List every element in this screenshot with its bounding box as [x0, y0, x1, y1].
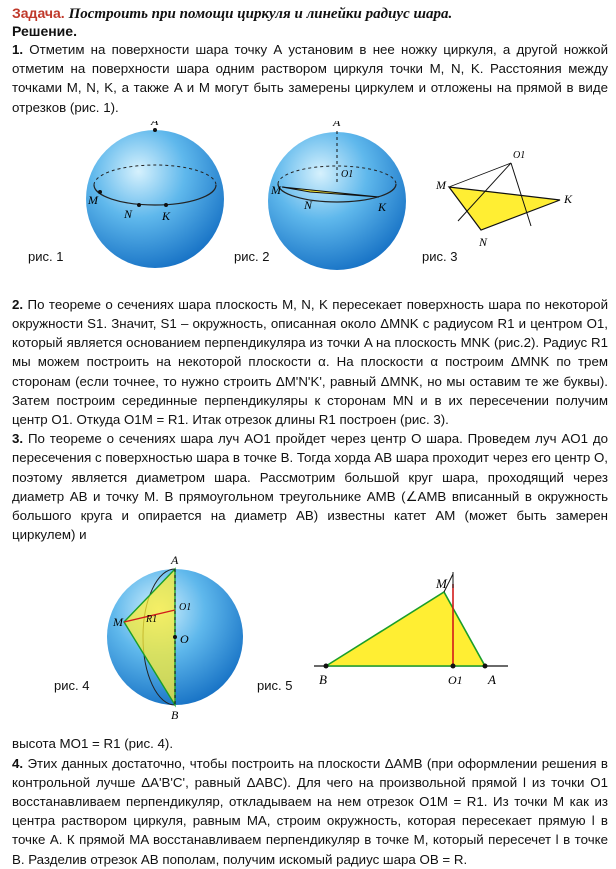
label-a-4: A [171, 553, 179, 568]
paragraph-4 [12, 754, 608, 869]
point-o1-5 [451, 664, 456, 669]
label-a-2: A [333, 120, 341, 129]
paragraph-2 [12, 295, 608, 429]
page [12, 4, 608, 869]
label-n-1: N [124, 206, 133, 221]
label-m-5: M [436, 576, 447, 592]
caption-fig-3: рис. 3 [422, 248, 458, 264]
paragraph-1-number: 1. [12, 42, 24, 57]
label-o1-3: O1 [513, 149, 526, 161]
figures-top-svg [12, 121, 608, 293]
label-o1-4: O1 [179, 602, 192, 614]
paragraph-4-text: Этих данных достаточно, чтобы построить на плоскости ΔAMB (при оформлении решения в контрольной лучше ΔA'B'C', равный ΔABC). Для чего на произвольной прямой l из точки O1 восстанавливаем перпендикуляр, откладываем на нем отрезок O1M = R1. Из точки M как из центра раствором циркуля, равным MA, строим окружность, которая пересекает прямую l в точке A. К прямой MA восстанавливаем перпендикуляр в точке M, который пересечет l в точке B. Разделив отрезок AB пополам, получим искомый радиус шара OB = R. [12, 755, 608, 867]
caption-fig-2: рис. 2 [234, 248, 270, 264]
label-a-5: A [488, 672, 496, 688]
point-o-4 [173, 635, 177, 639]
figures-top [12, 121, 608, 293]
point-a-1 [153, 128, 157, 132]
label-m-2: M [271, 182, 281, 197]
label-m-1: M [88, 192, 98, 207]
label-n-2: N [304, 197, 313, 212]
label-b-4: B [171, 708, 179, 723]
paragraph-3-number: 3. [12, 431, 24, 447]
radius-o1m [449, 163, 511, 187]
label-k-3: K [564, 191, 573, 206]
triangle-mnk-3 [449, 187, 560, 230]
label-m-4: M [113, 615, 123, 630]
figure-5 [314, 572, 508, 687]
figures-bottom-svg [12, 544, 608, 734]
label-o1-5: O1 [448, 673, 463, 688]
paragraph-2-text: По теореме о сечениях шара плоскость M, N, K пересекает поверхность шара по некоторой окружности S1. Значит, S1 – окружность, описанная около ΔMNK с радиусом R1 и центром O1, который является основанием перпендикуляра из точки A на плоскость MNK (рис.2). Радиус R1 мы можем построить на некоторой плоскости α. На плоскости α построим ΔMNK по трем сторонам (если точнее, то нужно строить ΔM'N'K', равный ΔMNK, но мы оставим те же буквы). Затем построим серединные перпендикуляры к сторонам MN и в их пересечении получим центр O1. Откуда O1M = R1. Итак отрезок длины R1 построен (рис. 3). [12, 296, 608, 428]
point-n-1 [137, 203, 141, 207]
task-heading [12, 4, 608, 23]
label-o-4: O [180, 632, 189, 647]
label-k-2: K [378, 199, 387, 214]
label-r1-4: R1 [146, 614, 158, 626]
point-b-5 [324, 664, 329, 669]
triangle-amb-5 [326, 592, 485, 666]
paragraph-2-number: 2. [12, 296, 24, 312]
figure-4 [107, 553, 243, 722]
paragraph-3 [12, 429, 608, 544]
label-o1-2: O1 [341, 168, 354, 180]
figure-3 [435, 150, 573, 249]
caption-fig-4: рис. 4 [54, 678, 90, 694]
task-title: Построить при помощи циркуля и линейки радиус шара. [68, 6, 453, 22]
label-n-3: N [479, 234, 488, 249]
paragraph-1 [12, 40, 608, 117]
paragraph-3-text: По теореме о сечениях шара луч AO1 пройдет через центр O шара. Проведем луч AO1 до пересечения с поверхностью шара в точке B. Тогда хорда AB шара проходит через его центр O, поэтому является диаметром шара. Рассмотрим большой круг шара, проходящий через диаметр AB и точку M. В прямоугольном треугольнике AMB (∠AMB вписанный в окружность большого круга и опирается на диаметр AB) известны катет AM (может быть замерен циркулем) и [12, 431, 608, 543]
caption-fig-5: рис. 5 [257, 678, 293, 694]
figure-2 [268, 121, 406, 270]
point-m-1 [98, 190, 102, 194]
label-b-5: B [319, 672, 327, 688]
caption-fig-1: рис. 1 [28, 248, 64, 264]
sphere-1 [86, 130, 224, 268]
label-a-1: A [151, 120, 159, 128]
figures-bottom [12, 544, 608, 734]
label-m-3: M [436, 177, 446, 192]
label-k-1: K [162, 208, 171, 223]
paragraph-4-number: 4. [12, 755, 24, 771]
task-tag: Задача. [12, 5, 65, 21]
paragraph-3-end: высота MO1 = R1 (рис. 4). [12, 736, 174, 752]
point-k-1 [164, 203, 168, 207]
solution-label: Решение. [12, 23, 77, 39]
point-a-5 [483, 664, 488, 669]
figure-1 [86, 121, 224, 268]
paragraph-1-text: Отметим на поверхности шара точку А установим в нее ножку циркуля, а другой ножкой отметим на поверхности шара одним раствором циркуля точки M, N, K. Расстояния между точками M, N, K, а также A и M могут быть замерены циркулем и отложены на прямой в виде отрезков (рис. 1). [12, 42, 608, 115]
